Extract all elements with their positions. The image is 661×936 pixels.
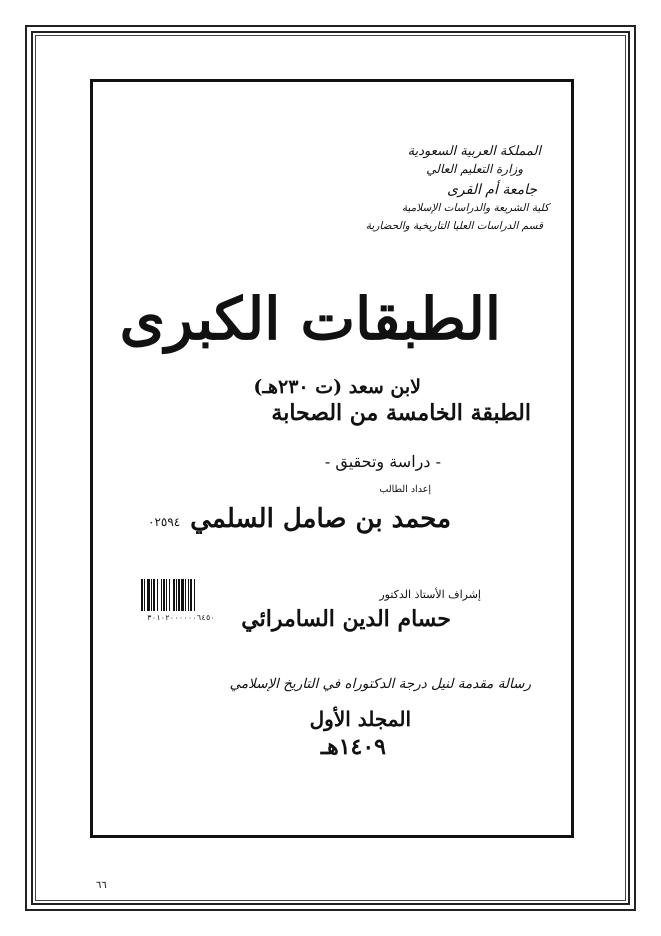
barcode [141, 579, 221, 627]
title-page [90, 79, 574, 838]
author-line: لابن سعد (ت ٢٣٠هـ) [253, 376, 421, 398]
institution-line-2: وزارة التعليم العالي [426, 162, 523, 176]
barcode-bar [195, 579, 196, 611]
prepared-by-label: إعداد الطالب [379, 484, 431, 495]
volume-label: المجلد الأول [309, 707, 411, 731]
accession-number: ٠٢٥٩٤ [148, 515, 181, 529]
page-number: ٦٦ [96, 880, 107, 891]
institution-line-4: كلية الشريعة والدراسات الإسلامية [401, 202, 549, 214]
year-label: ١٤٠٩هـ [320, 734, 386, 760]
book-title: الطبقات الكبرى [119, 285, 501, 353]
barcode-bars [141, 579, 221, 611]
institution-line-1: المملكة العربية السعودية [407, 144, 541, 159]
degree-statement: رسالة مقدمة لنيل درجة الدكتوراه في التاريخ الإسلامي [229, 676, 531, 692]
study-label: - دراسة وتحقيق - [324, 452, 441, 471]
supervisor-label: إشراف الأستاذ الدكتور [379, 588, 481, 601]
supervisor-name: حسام الدين السامرائي [241, 606, 451, 632]
student-name: محمد بن صامل السلمي [190, 504, 451, 534]
subject-line: الطبقة الخامسة من الصحابة [271, 400, 531, 426]
barcode-digits: ٣٠١٠٢٠٠٠٠٠٠٦٤٥٠ [147, 613, 215, 622]
institution-line-3: جامعة أم القرى [446, 182, 537, 198]
institution-line-5: قسم الدراسات العليا التاريخية والحضارية [365, 220, 543, 232]
